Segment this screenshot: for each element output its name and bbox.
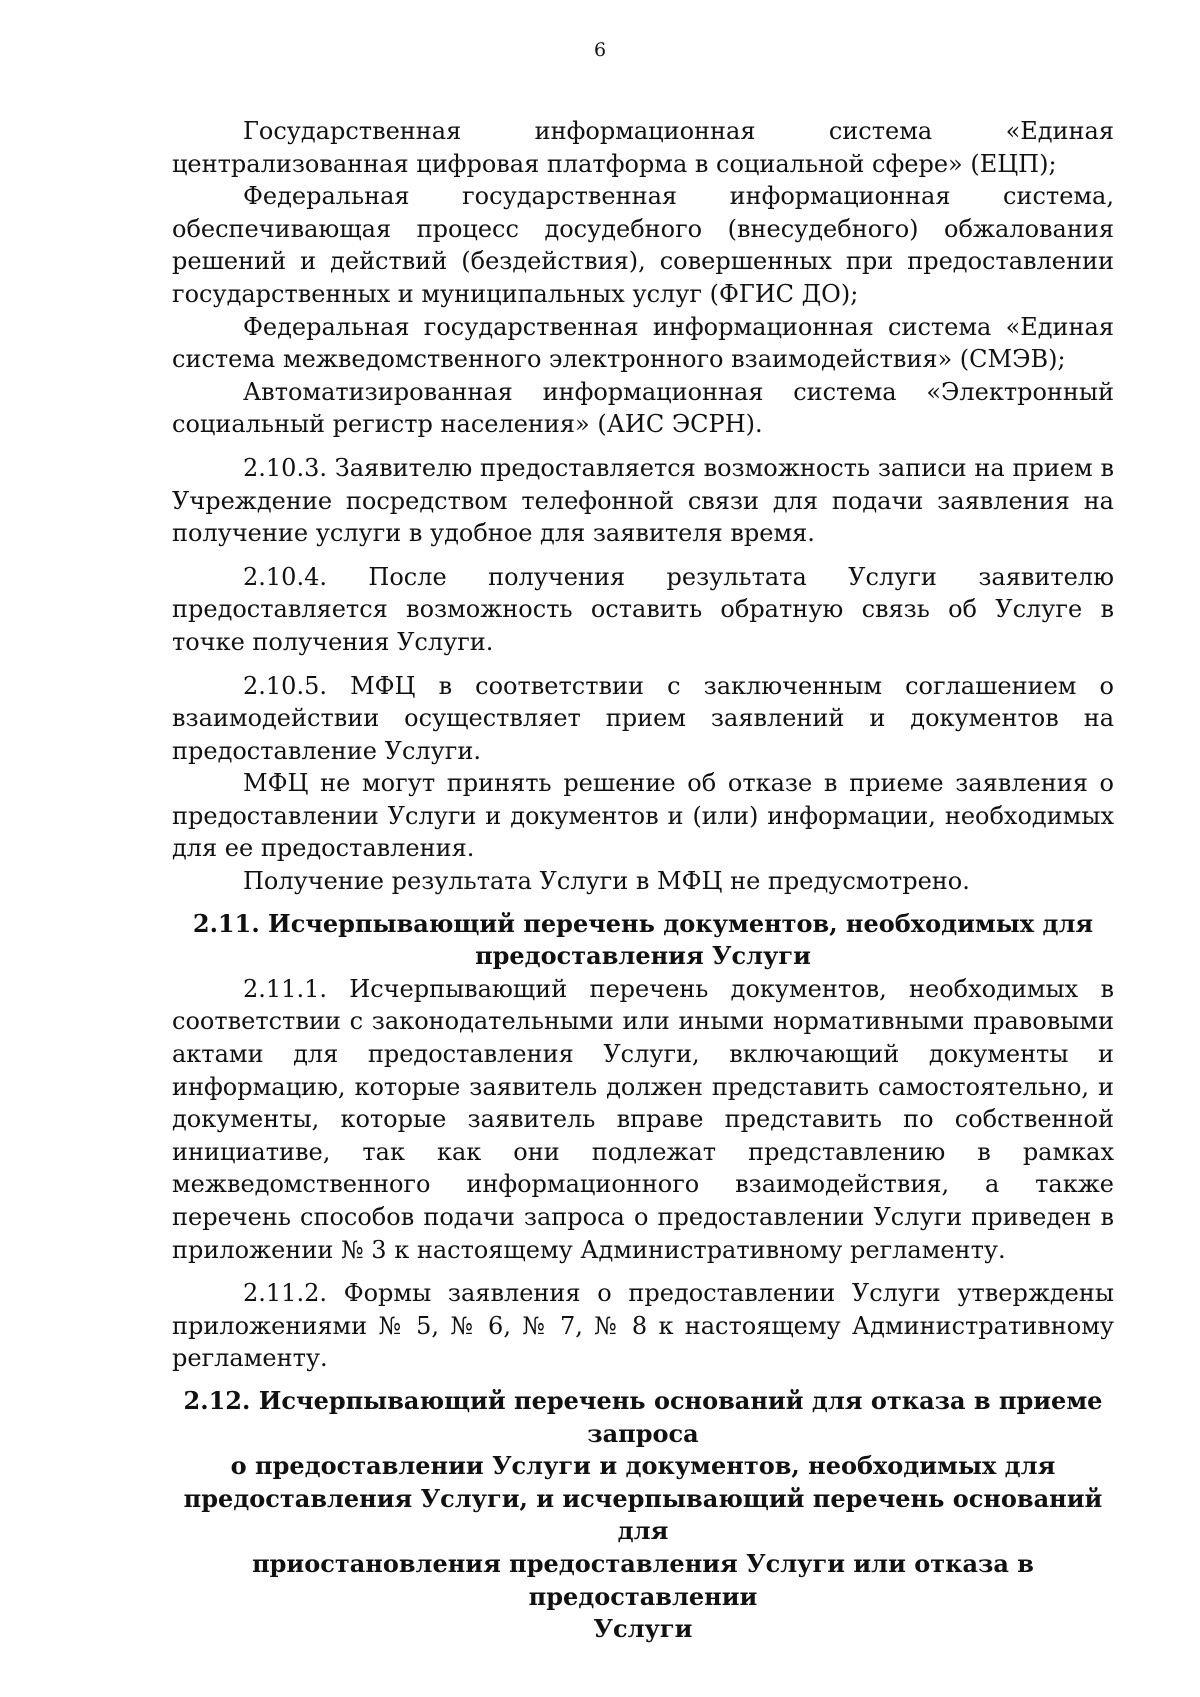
clause-number: 2.10.3. — [243, 453, 327, 482]
document-body — [172, 115, 1114, 1646]
paragraph-2-11-2 — [172, 1277, 1114, 1375]
paragraph-2-11-1 — [172, 973, 1114, 1266]
paragraph-smev: Федеральная государственная информационная система «Единая система межведомственного электронного взаимодействия» (СМЭВ); — [172, 312, 1114, 374]
clause-number: 2.10.5. — [243, 671, 327, 700]
heading-line: о предоставлении Услуги и документов, необходимых для — [230, 1451, 1056, 1481]
paragraph-ais-esrn: Автоматизированная информационная система «Электронный социальный регистр населения» (АИС ЭСРН). — [172, 377, 1114, 439]
clause-text: Заявителю предоставляется возможность записи на прием в Учреждение посредством телефонной связи для подачи заявления на получение услуги в удобное для заявителя время. — [172, 453, 1114, 548]
paragraph-ecp: Государственная информационная система «Единая централизованная цифровая платформа в социальной сфере» (ЕЦП); — [172, 117, 1114, 178]
heading-line: Услуги — [593, 1614, 693, 1644]
paragraph-2-10-4 — [172, 561, 1114, 659]
clause-text: МФЦ в соответствии с заключенным соглашением о взаимодействии осуществляет прием заявлений и документов на предоставление Услуги. — [172, 671, 1114, 765]
heading-line: предоставления Услуги, и исчерпывающий перечень оснований для — [183, 1483, 1103, 1546]
page-number: 6 — [593, 39, 607, 61]
clause-number: 2.10.4. — [243, 562, 327, 591]
section-heading-2-12 — [156, 1385, 1130, 1646]
paragraph-2-10-3 — [172, 452, 1114, 550]
heading-line: приостановления предоставления Услуги или отказа в предоставлении — [252, 1548, 1034, 1611]
clause-number: 2.11.2. — [243, 1279, 327, 1308]
paragraph-2-10-5 — [172, 670, 1114, 768]
heading-line: предоставления Услуги — [475, 941, 811, 971]
heading-line: 2.11. Исчерпывающий перечень документов, необходимых для — [192, 908, 1094, 938]
clause-number: 2.11.1. — [243, 974, 327, 1003]
paragraph-fgis-do: Федеральная государственная информационная система, обеспечивающая процесс досудебного (внесудебного) обжалования решений и действий (бездействия), совершенных при предоставлении государственных и муниципальных услуг (ФГИС ДО); — [172, 182, 1114, 308]
clause-text: Исчерпывающий перечень документов, необходимых в соответствии с законодательными или иными нормативными правовыми актами для предоставления Услуги, включающий документы и информацию, которые заявитель должен представить самостоятельно, и документы, которые заявитель вправе представить по собственной инициативе, так как они подлежат представлению в рамках межведомственного информационного взаимодействия, а также перечень способов подачи запроса о предоставлении Услуги приведен в приложении № 3 к настоящему Административному регламенту. — [172, 974, 1114, 1264]
paragraph-mfc-refusal: МФЦ не могут принять решение об отказе в приеме заявления о предоставлении Услуги и документов и (или) информации, необходимых для ее предоставления. — [172, 769, 1114, 863]
section-heading-2-11 — [172, 908, 1114, 973]
clause-text: Формы заявления о предоставлении Услуги утверждены приложениями № 5, № 6, № 7, № 8 к настоящему Административному регламенту. — [172, 1279, 1114, 1373]
clause-text: После получения результата Услуги заявителю предоставляется возможность оставить обратную связь об Услуге в точке получения Услуги. — [172, 562, 1114, 656]
paragraph-mfc-result: Получение результата Услуги в МФЦ не предусмотрено. — [243, 867, 970, 896]
heading-line: 2.12. Исчерпывающий перечень оснований для отказа в приеме запроса — [183, 1385, 1103, 1448]
